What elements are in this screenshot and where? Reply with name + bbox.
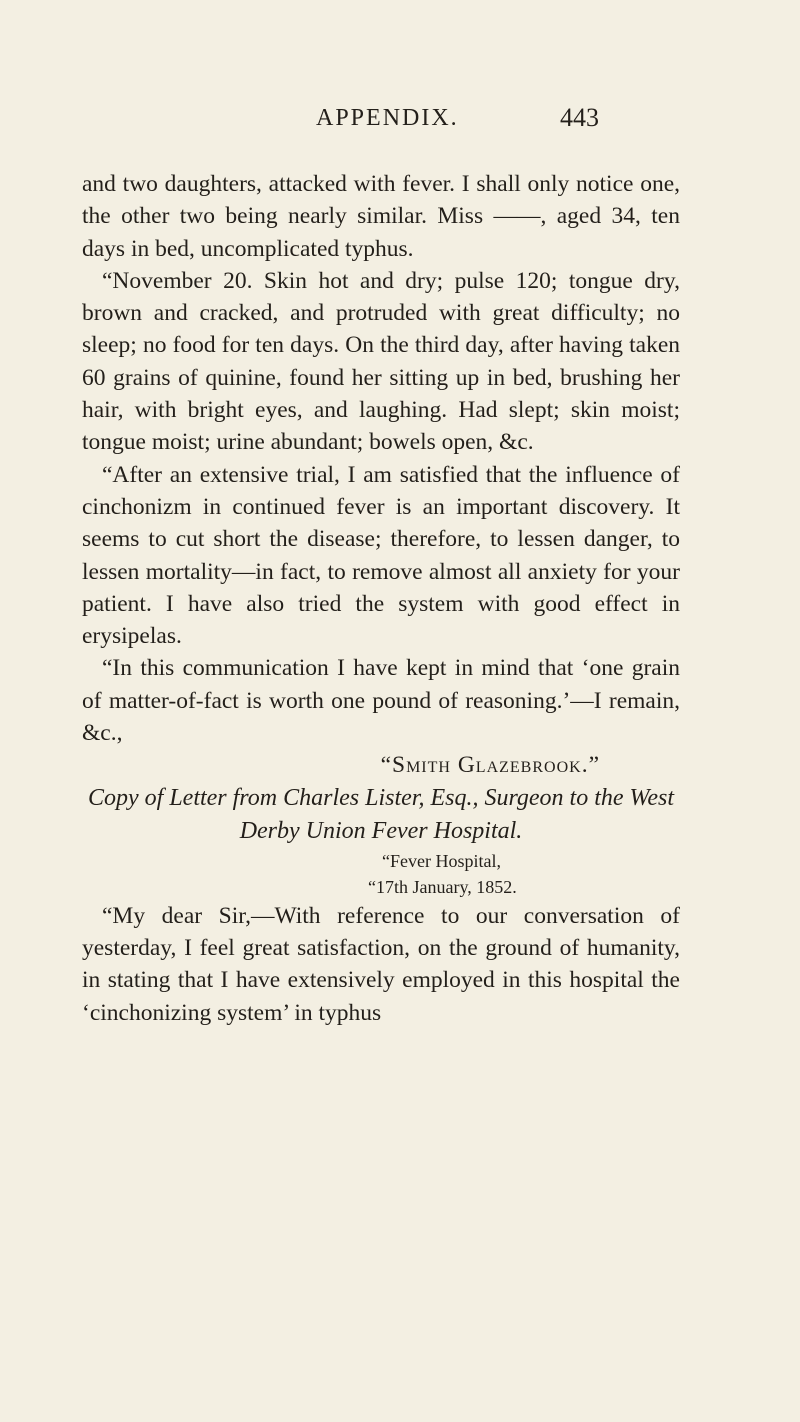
paragraph-1: and two daughters, attacked with fever. I shall only notice one, the other two being nearly similar. Miss ——, aged 34, ten days in bed, uncomplicated typhus.	[82, 171, 680, 262]
paragraph-3: “After an extensive trial, I am satisfied that the influence of cinchonizm in continued fever is an important discovery. It seems to cut short the disease; therefore, to lessen danger, to lessen mortality—in fact, to remove almost all anxiety for your patient. I have also tried the system with good effect in erysipelas.	[82, 461, 680, 650]
page-number: 443	[560, 103, 599, 132]
letter-paragraph: “My dear Sir,—With reference to our conversation of yesterday, I feel great satisfaction, on the ground of humanity, in stating that I have extensively employed in this hospital the ‘cinchonizing system’ in typhus	[82, 902, 680, 1026]
signature: “Smith Glazebrook.”	[380, 752, 600, 779]
page-header	[0, 103, 800, 143]
section-heading: Copy of Letter from Charles Lister, Esq., Surgeon to the West Derby Union Fever Hospital.	[87, 784, 674, 844]
page-body	[82, 168, 680, 1029]
paragraph-4: “In this communication I have kept in mind that ‘one grain of matter-of-fact is worth one pound of reasoning.’—I remain, &c.,	[82, 655, 680, 747]
letter-address-line-1: “Fever Hospital,	[382, 850, 501, 871]
paragraph-2: “November 20. Skin hot and dry; pulse 120; tongue dry, brown and cracked, and protruded with great difficulty; no sleep; no food for ten days. On the third day, after having taken 60 grains of quinine, found her sitting up in bed, brushing her hair, with bright eyes, and laughing. Had slept; skin moist; tongue moist; urine abundant; bowels open, &c.	[82, 267, 680, 456]
letter-address-line-2: “17th January, 1852.	[368, 876, 517, 897]
running-head: APPENDIX.	[316, 105, 459, 131]
